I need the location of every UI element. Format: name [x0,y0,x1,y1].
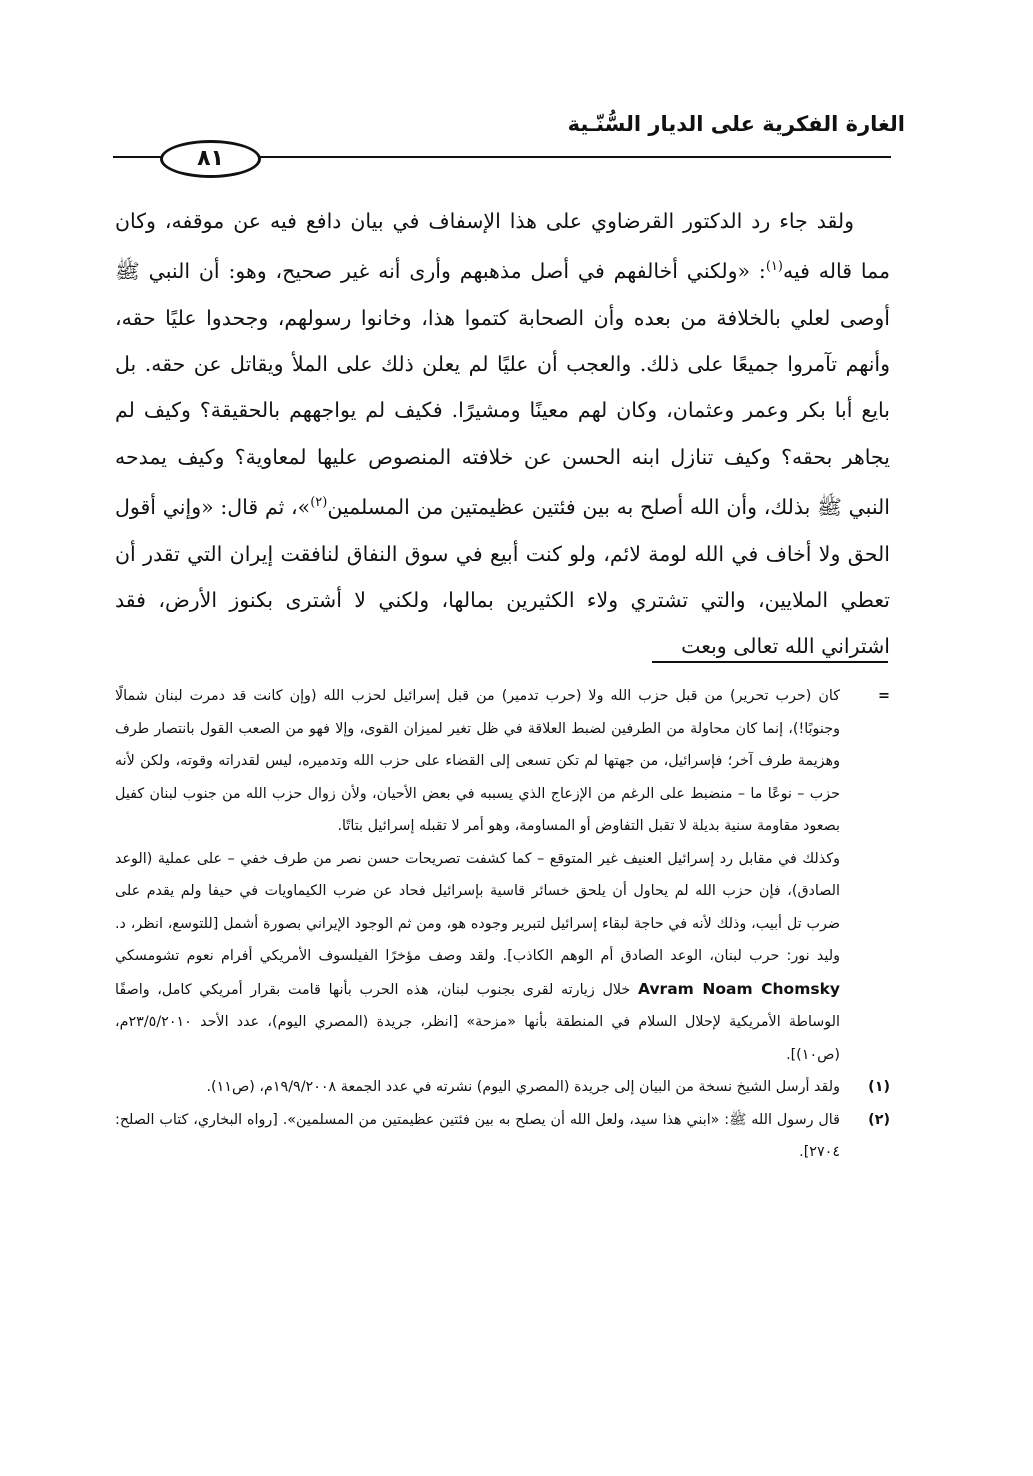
main-paragraph [115,198,890,670]
footnote-1-marker: (١) [868,1079,890,1095]
footnote-cont-text-b: خلال زيارته لقرى بجنوب لبنان، هذه الحرب بأنها قامت بقرار أمريكي كامل، واصفًا الوساطة الأمريكية لإحلال السلام في المنطقة بأنها «مزحة» [انظر، جريدة (المصري اليوم)، عدد الأحد ٢٣/٥/٢٠١٠م، (ص١٠)]. [115,981,840,1063]
latin-name: Avram Noam Chomsky [638,979,840,998]
footnote-ref-1: (١) [765,259,783,275]
main-text [115,198,890,670]
main-text-part-2: : «ولكني أخالفهم في أصل مذهبهم وأرى أنه غير صحيح، وهو: أن النبي ﷺ أوصى لعلي بالخلافة من بعده وأن الصحابة كتموا هذا، وخانوا رسولهم، وجحدوا عليًا حقه، وأنهم تآمروا جميعًا على ذلك. والعجب أن عليًا لم يعلن ذلك على الملأ ويقاتل عن حقه. بل بايع أبا بكر وعمر وعثمان، وكان لهم معينًا ومشيرًا. فكيف لم يواجههم بالحقيقة؟ وكيف لم يجاهر بحقه؟ وكيف تنازل ابنه الحسن عن خلافته المنصوص عليها لمعاوية؟ وكيف يمدحه النبي ﷺ بذلك، وأن الله أصلح به بين فئتين عظيمتين من المسلمين [115,259,890,520]
main-text-part-1: ولقد جاء رد الدكتور القرضاوي على هذا الإسفاف في بيان دافع فيه عن موقفه، وكان مما قاله فيه [115,209,891,284]
footnote-2-text: قال رسول الله ﷺ: «ابني هذا سيد، ولعل الله أن يصلح به بين فئتين عظيمتين من المسلمين». [رواه البخاري، كتاب الصلح: ٢٧٠٤]. [115,1111,840,1160]
main-text-part-3: »، ثم قال: «وإني أقول الحق ولا أخاف في الله لومة لائم، ولو كنت أبيع في سوق النفاق لنافقت إيران التي تقدر أن تعطي الملايين، والتي تشتري ولاء الكثيرين بمالها، ولكني لا أشترى بكنوز الأرض، فقد اشتراني الله تعالى وبعت [115,495,890,659]
page-number-badge: ٨١ [160,140,261,178]
footnote-cont-paragraph-2 [115,843,840,1072]
footnote-ref-2: (٢) [310,495,328,511]
footnote-continuation [115,680,890,1071]
running-header-title: الغارة الفكرية على الديار السُّنّـية [567,112,905,136]
footnote-2 [115,1104,890,1169]
footnotes [115,680,890,1169]
footnote-cont-text-a: وكذلك في مقابل رد إسرائيل العنيف غير المتوقع – كما كشفت تصريحات حسن نصر من طرف خفي – على عملية (الوعد الصادق)، فإن حزب الله لم يحاول أن يلحق خسائر قاسية بإسرائيل فحاد عن ضرب الكيماويات في حيفا ولم يقدم على ضرب تل أبيب، وذلك لأنه في حاجة لبقاء إسرائيل لتبرير وجوده هو، ومن ثم الوجود الإيراني بصورة أشمل [للتوسع، انظر، د. وليد نور: حرب لبنان، الوعد الصادق أم الوهم الكاذب]. ولقد وصف مؤخرًا الفيلسوف الأمريكي أفرام نعوم تشومسكي [115,850,840,964]
footnote-cont-paragraph-1: كان (حرب تحرير) من قبل حزب الله ولا (حرب تدمير) من قبل إسرائيل لحزب الله (وإن كانت قد دمرت لبنان شمالًا وجنوبًا!)، إنما كان محاولة من الطرفين لضبط العلاقة في ظل تغير لميزان القوى، وإلا فهو من الصعب القول بانتصار طرف وهزيمة طرف آخر؛ فإسرائيل، من جهتها لم تكن تسعى إلى القضاء على حزب الله وتدميره، ليس لقدراته وقوته، ولكن لأنه حزب – نوعًا ما – منضبط على الرغم من الإزعاج الذي يسببه في بعض الأحيان، ولأن زوال حزب الله من جنوب لبنان كفيل بصعود مقاومة سنية بديلة لا تقبل التفاوض أو المساومة، وهو أمر لا تقبله إسرائيل بتاتًا. [115,688,840,834]
footnote-1-text: ولقد أرسل الشيخ نسخة من البيان إلى جريدة (المصري اليوم) نشرته في عدد الجمعة ١٩/٩/٢٠٠٨م، (ص١١). [206,1079,840,1095]
footnote-1 [115,1071,890,1104]
footnote-separator [652,661,888,663]
footnote-2-marker: (٢) [868,1111,890,1128]
continuation-marker: = [878,688,890,704]
